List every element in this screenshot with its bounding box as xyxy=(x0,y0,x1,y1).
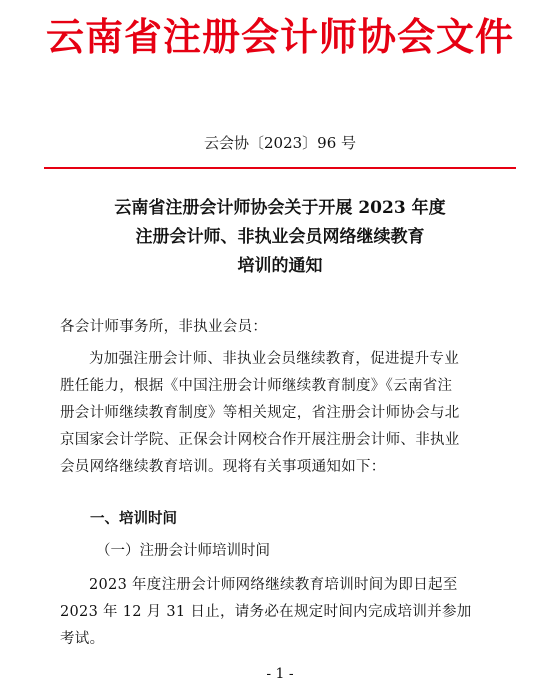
paragraph-1-line-1: 为加强注册会计师、非执业会员继续教育，促进提升专业 xyxy=(89,351,459,367)
paragraph-2-line-1: 2023 年度注册会计师网络继续教育培训时间为即日起至 xyxy=(89,577,458,593)
paragraph-1 xyxy=(60,346,512,481)
document-number: 云会协〔2023〕96 号 xyxy=(203,134,357,152)
paragraph-1-line-3: 册会计师继续教育制度》等相关规定，省注册会计师协会与北 xyxy=(60,405,460,421)
notice-title xyxy=(0,194,560,281)
paragraph-2-line-3: 考试。 xyxy=(60,631,105,647)
page-number: - 1 - xyxy=(266,666,294,682)
notice-title-line-1: 云南省注册会计师协会关于开展 2023 年度 xyxy=(114,198,446,218)
paragraph-2-line-2: 2023 年 12 月 31 日止，请务必在规定时间内完成培训并参加 xyxy=(60,604,472,620)
notice-title-line-2: 注册会计师、非执业会员网络继续教育 xyxy=(135,227,425,247)
paragraph-1-line-5: 会员网络继续教育培训。现将有关事项通知如下： xyxy=(60,459,386,475)
paragraph-2 xyxy=(60,572,512,653)
subsection-1-heading: （一）注册会计师培训时间 xyxy=(96,543,270,559)
notice-title-line-3: 培训的通知 xyxy=(237,256,323,276)
addressee: 各会计师事务所，非执业会员： xyxy=(60,319,268,335)
paragraph-1-line-4: 京国家会计学院、正保会计网校合作开展注册会计师、非执业 xyxy=(60,432,460,448)
section-1-heading: 一、培训时间 xyxy=(90,511,177,527)
paragraph-1-line-2: 胜任能力，根据《中国注册会计师继续教育制度》《云南省注 xyxy=(60,378,453,394)
document-header-title: 云南省注册会计师协会文件 xyxy=(45,15,514,59)
red-divider-line xyxy=(44,167,516,169)
